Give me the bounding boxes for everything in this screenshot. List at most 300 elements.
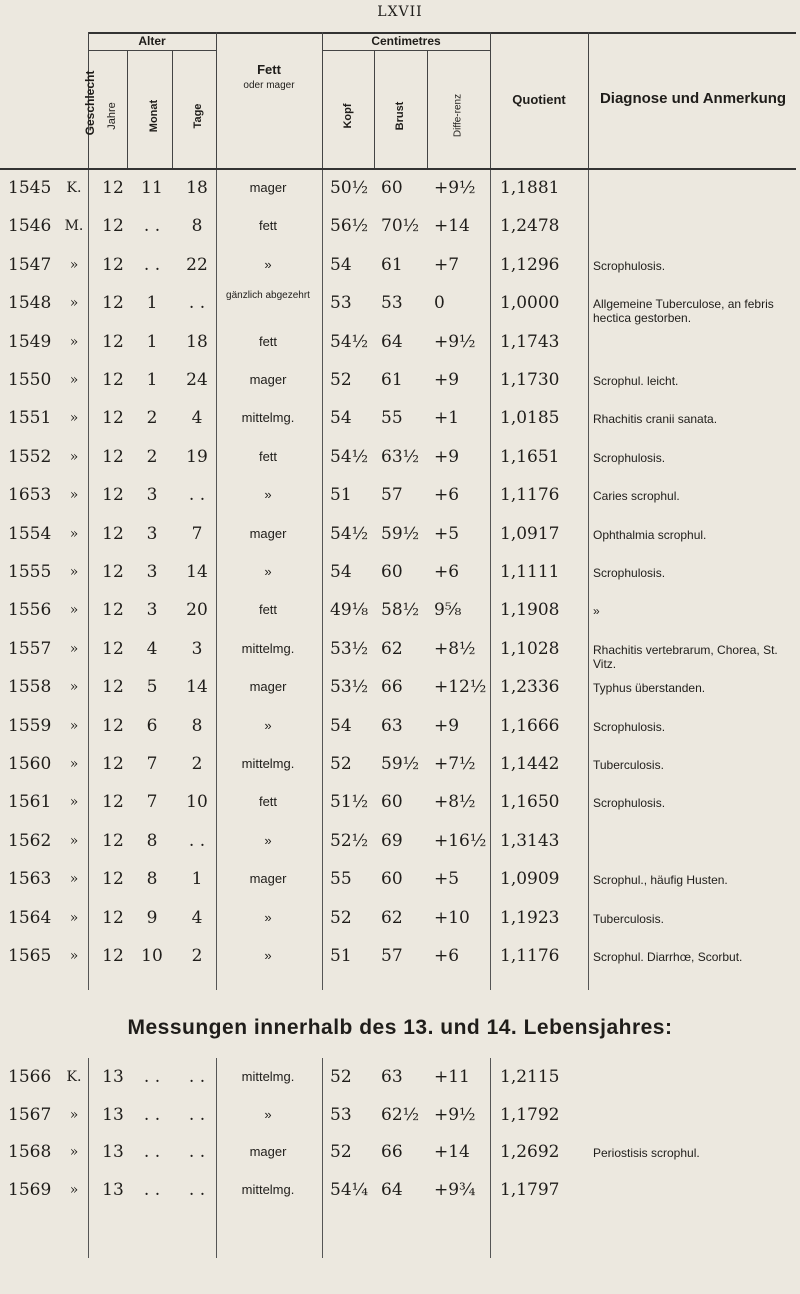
diagnosis: Scrophulosis. xyxy=(593,258,666,273)
difference: +12½ xyxy=(434,677,487,698)
nutrition-state: mittelmg. xyxy=(241,1069,295,1084)
difference: +5 xyxy=(434,869,460,890)
difference: +1 xyxy=(434,408,460,429)
case-number: 1546 xyxy=(8,216,52,237)
chest-circumference: 70½ xyxy=(381,216,420,237)
case-number: 1566 xyxy=(8,1067,52,1087)
chest-circumference: 57 xyxy=(381,485,403,506)
table-row xyxy=(0,1104,800,1140)
case-number: 1562 xyxy=(8,830,52,851)
difference: +14 xyxy=(434,216,470,237)
nutrition-state: mager xyxy=(249,525,287,541)
age-years: 12 xyxy=(102,331,124,352)
age-years: 12 xyxy=(102,869,124,890)
age-months: 1 xyxy=(146,331,158,352)
table-row xyxy=(0,1141,800,1177)
age-days: . . xyxy=(188,293,206,314)
nutrition-state: mittelmg. xyxy=(241,410,295,426)
quotient: 1,1296 xyxy=(500,254,560,275)
nutrition-state: mager xyxy=(249,679,287,695)
head-circumference: 52 xyxy=(330,1067,352,1087)
quotient: 1,0185 xyxy=(500,408,560,429)
header-alter: Alter xyxy=(138,34,166,48)
case-number: 1559 xyxy=(8,715,52,736)
case-number: 1564 xyxy=(8,907,52,928)
case-number: 1563 xyxy=(8,869,52,890)
difference: +6 xyxy=(434,485,460,506)
age-days: 2 xyxy=(191,946,203,966)
age-days: 4 xyxy=(191,907,203,928)
chest-circumference: 66 xyxy=(381,677,403,698)
case-number: 1555 xyxy=(8,562,52,582)
chest-circumference: 62½ xyxy=(381,1104,420,1125)
header-centimetres: Centimetres xyxy=(371,34,441,48)
chest-circumference: 63 xyxy=(381,1067,403,1087)
nutrition-state: mittelmg. xyxy=(241,756,295,771)
head-circumference: 54½ xyxy=(330,523,369,544)
head-circumference: 53 xyxy=(330,293,352,314)
head-circumference: 51 xyxy=(330,946,352,966)
age-years: 12 xyxy=(102,446,124,467)
diagnosis: Caries scrophul. xyxy=(593,489,680,504)
header-bottom-rule xyxy=(0,168,796,170)
sex: » xyxy=(69,794,79,811)
chest-circumference: 61 xyxy=(381,370,403,390)
head-circumference: 52 xyxy=(330,907,352,928)
diagnosis: » xyxy=(593,604,600,619)
age-months: . . xyxy=(143,216,161,237)
diagnosis: Scrophul. leicht. xyxy=(593,374,679,388)
table-row xyxy=(0,484,800,520)
age-months: 2 xyxy=(146,408,158,429)
head-circumference: 52 xyxy=(330,1142,352,1162)
table-row xyxy=(0,561,800,597)
nutrition-state: » xyxy=(264,832,272,848)
age-months: 11 xyxy=(141,178,163,198)
table-row xyxy=(0,215,800,251)
chest-circumference: 55 xyxy=(381,408,403,429)
chest-circumference: 60 xyxy=(381,178,403,198)
sex: » xyxy=(69,525,79,542)
header-geschlecht: Geschlecht xyxy=(83,70,97,136)
case-number: 1569 xyxy=(8,1179,52,1200)
diagnosis: Scrophul., häufig Husten. xyxy=(593,873,728,888)
table-row xyxy=(0,407,800,443)
head-circumference: 51 xyxy=(330,485,352,506)
case-number: 1653 xyxy=(8,485,52,506)
diagnosis: Tuberculosis. xyxy=(593,758,664,772)
chest-circumference: 62 xyxy=(381,638,403,659)
age-months: 4 xyxy=(146,638,158,659)
quotient: 1,1650 xyxy=(500,792,560,813)
age-years: 12 xyxy=(102,754,124,774)
age-years: 12 xyxy=(102,830,124,851)
table-row xyxy=(0,599,800,635)
chest-circumference: 59½ xyxy=(381,523,420,544)
header-subrule xyxy=(88,50,216,51)
sex: » xyxy=(69,1106,79,1123)
age-months: 3 xyxy=(146,485,158,506)
age-years: 12 xyxy=(102,907,124,928)
head-circumference: 55 xyxy=(330,869,352,890)
head-circumference: 50½ xyxy=(330,178,369,198)
difference: +9 xyxy=(434,446,460,467)
nutrition-state: fett xyxy=(258,448,278,464)
diagnosis: Allgemeine Tuberculose, an febris hectica gestorben. xyxy=(593,297,774,326)
age-years: 12 xyxy=(102,792,124,813)
sex: » xyxy=(69,256,79,273)
header-divider xyxy=(127,50,128,168)
age-years: 12 xyxy=(102,523,124,544)
head-circumference: 54 xyxy=(330,254,352,275)
difference: +9½ xyxy=(434,331,476,352)
age-days: . . xyxy=(188,1104,206,1125)
age-days: 3 xyxy=(191,638,203,659)
nutrition-state: » xyxy=(264,948,272,963)
quotient: 1,1797 xyxy=(500,1179,560,1200)
chest-circumference: 63 xyxy=(381,715,403,736)
head-circumference: 53½ xyxy=(330,677,369,698)
quotient: 1,0000 xyxy=(500,293,560,314)
difference: 9⅝ xyxy=(434,600,462,621)
case-number: 1547 xyxy=(8,254,52,275)
nutrition-state: fett xyxy=(258,794,278,810)
case-number: 1554 xyxy=(8,523,52,544)
age-days: 18 xyxy=(186,331,208,352)
header-brust: Brust xyxy=(394,101,406,131)
section-title: Messungen innerhalb des 13. und 14. Lebensjahres: xyxy=(127,1016,673,1039)
age-days: 18 xyxy=(186,178,208,198)
table-row xyxy=(0,177,800,213)
difference: +7 xyxy=(434,254,460,275)
difference: +9½ xyxy=(434,1104,476,1125)
table-row xyxy=(0,791,800,827)
sex: » xyxy=(69,1144,79,1160)
difference: +9½ xyxy=(434,178,476,198)
sex: » xyxy=(69,871,79,888)
head-circumference: 54½ xyxy=(330,331,369,352)
chest-circumference: 64 xyxy=(381,331,403,352)
nutrition-state: mittelmg. xyxy=(241,640,295,656)
chest-circumference: 69 xyxy=(381,830,403,851)
difference: +6 xyxy=(434,946,460,966)
age-days: 2 xyxy=(191,754,203,774)
sex: » xyxy=(69,410,79,427)
chest-circumference: 61 xyxy=(381,254,403,275)
case-number: 1568 xyxy=(8,1142,52,1162)
age-days: 24 xyxy=(186,370,208,390)
case-number: 1551 xyxy=(8,408,52,429)
age-months: . . xyxy=(143,1067,161,1087)
table-header xyxy=(0,10,800,170)
age-months: . . xyxy=(143,1179,161,1200)
sex: » xyxy=(69,448,79,465)
header-divider xyxy=(374,50,375,168)
quotient: 1,1881 xyxy=(500,178,560,198)
quotient: 1,1442 xyxy=(500,754,560,774)
age-days: 8 xyxy=(191,216,203,237)
age-days: . . xyxy=(188,1067,206,1087)
difference: +11 xyxy=(434,1067,470,1087)
table-row xyxy=(0,830,800,866)
head-circumference: 51½ xyxy=(330,792,369,813)
age-years: 13 xyxy=(102,1067,124,1087)
quotient: 1,1651 xyxy=(500,446,560,467)
difference: +9¾ xyxy=(434,1179,476,1200)
quotient: 1,1792 xyxy=(500,1104,560,1125)
age-years: 13 xyxy=(102,1142,124,1162)
difference: +7½ xyxy=(434,754,476,774)
diagnosis: Rhachitis cranii sanata. xyxy=(593,412,718,427)
age-days: 19 xyxy=(186,446,208,467)
quotient: 1,1111 xyxy=(500,562,560,582)
sex: » xyxy=(69,717,79,734)
diagnosis: Periostisis scrophul. xyxy=(593,1146,700,1160)
head-circumference: 52 xyxy=(330,370,352,390)
head-circumference: 54 xyxy=(330,562,352,582)
head-circumference: 54 xyxy=(330,715,352,736)
table-row xyxy=(0,369,800,405)
age-years: 12 xyxy=(102,216,124,237)
quotient: 1,0909 xyxy=(500,869,560,890)
age-months: 7 xyxy=(146,754,158,774)
head-circumference: 56½ xyxy=(330,216,369,237)
header-kopf: Kopf xyxy=(342,103,354,129)
chest-circumference: 64 xyxy=(381,1179,403,1200)
age-years: 12 xyxy=(102,600,124,621)
age-years: 12 xyxy=(102,370,124,390)
age-years: 12 xyxy=(102,485,124,506)
diagnosis: Scrophulosis. xyxy=(593,566,666,580)
chest-circumference: 58½ xyxy=(381,600,420,621)
age-days: 22 xyxy=(186,254,208,275)
table-row xyxy=(0,907,800,943)
age-months: 1 xyxy=(146,370,158,390)
sex: » xyxy=(69,948,79,964)
age-months: . . xyxy=(143,254,161,275)
head-circumference: 54½ xyxy=(330,446,369,467)
sex: K. xyxy=(66,180,82,196)
nutrition-state: fett xyxy=(258,218,278,234)
age-years: 13 xyxy=(102,1179,124,1200)
age-months: 9 xyxy=(146,907,158,928)
quotient: 1,1176 xyxy=(500,485,560,506)
sex: » xyxy=(69,1181,79,1198)
sex: M. xyxy=(64,218,84,235)
difference: +8½ xyxy=(434,638,476,659)
header-quotient: Quotient xyxy=(512,92,566,107)
sex: » xyxy=(69,832,79,849)
difference: 0 xyxy=(434,293,445,314)
difference: +9 xyxy=(434,715,460,736)
table-row xyxy=(0,292,800,328)
sex: » xyxy=(69,909,79,926)
age-months: 7 xyxy=(146,792,158,813)
quotient: 1,1923 xyxy=(500,907,560,928)
sex: » xyxy=(69,679,79,696)
head-circumference: 54 xyxy=(330,408,352,429)
nutrition-state: mager xyxy=(249,1144,287,1159)
nutrition-state: mager xyxy=(249,372,287,387)
header-fett: Fett xyxy=(257,62,281,77)
header-fett-sub: oder mager xyxy=(243,80,295,91)
age-years: 12 xyxy=(102,178,124,198)
chest-circumference: 53 xyxy=(381,293,403,314)
quotient: 1,2692 xyxy=(500,1142,560,1162)
diagnosis: Typhus überstanden. xyxy=(593,681,706,696)
difference: +16½ xyxy=(434,830,487,851)
table-row xyxy=(0,868,800,904)
sex: » xyxy=(69,333,79,350)
nutrition-state: » xyxy=(264,564,272,579)
header-subrule xyxy=(322,50,490,51)
difference: +14 xyxy=(434,1142,470,1162)
age-years: 12 xyxy=(102,946,124,966)
diagnosis: Scrophulosis. xyxy=(593,719,666,734)
difference: +9 xyxy=(434,370,460,390)
age-months: 10 xyxy=(141,946,163,966)
page-number: LXVII xyxy=(377,4,423,20)
header-differenz: Diffe-renz xyxy=(452,93,464,138)
quotient: 1,0917 xyxy=(500,523,560,544)
head-circumference: 53 xyxy=(330,1104,352,1125)
age-years: 12 xyxy=(102,254,124,275)
age-days: . . xyxy=(188,485,206,506)
head-circumference: 49⅛ xyxy=(330,600,369,621)
sex: K. xyxy=(66,1069,82,1085)
quotient: 1,1908 xyxy=(500,600,560,621)
age-days: 8 xyxy=(191,715,203,736)
sex: » xyxy=(69,295,79,312)
age-days: 4 xyxy=(191,408,203,429)
case-number: 1550 xyxy=(8,370,52,390)
age-days: 14 xyxy=(186,562,208,582)
difference: +5 xyxy=(434,523,460,544)
age-months: . . xyxy=(143,1104,161,1125)
head-circumference: 52½ xyxy=(330,830,369,851)
age-days: . . xyxy=(188,830,206,851)
chest-circumference: 59½ xyxy=(381,754,420,774)
nutrition-state: » xyxy=(264,256,272,272)
age-months: 8 xyxy=(146,869,158,890)
age-days: 10 xyxy=(186,792,208,813)
table-row xyxy=(0,715,800,751)
nutrition-state: fett xyxy=(258,602,278,618)
table-row xyxy=(0,753,800,789)
sex: » xyxy=(69,487,79,504)
quotient: 1,1176 xyxy=(500,946,560,966)
nutrition-state: » xyxy=(264,1106,272,1122)
table-row xyxy=(0,331,800,367)
age-months: 5 xyxy=(146,677,158,698)
nutrition-state: mager xyxy=(249,180,287,195)
table-row xyxy=(0,523,800,559)
case-number: 1565 xyxy=(8,946,52,966)
age-days: . . xyxy=(188,1179,206,1200)
age-days: 1 xyxy=(191,869,203,890)
case-number: 1552 xyxy=(8,446,52,467)
case-number: 1545 xyxy=(8,178,52,198)
header-divider xyxy=(427,50,428,168)
chest-circumference: 63½ xyxy=(381,446,420,467)
nutrition-state: mittelmg. xyxy=(241,1181,295,1197)
sex: » xyxy=(69,564,79,580)
header-divider xyxy=(172,50,173,168)
table-row xyxy=(0,446,800,482)
diagnosis: Rhachitis vertebrarum, Chorea, St. Vitz. xyxy=(593,642,778,671)
header-diagnose: Diagnose und Anmerkung xyxy=(599,90,787,107)
quotient: 1,1743 xyxy=(500,331,560,352)
diagnosis: Scrophulosis. xyxy=(593,450,666,465)
nutrition-state: » xyxy=(264,909,272,925)
diagnosis: Scrophulosis. xyxy=(593,796,666,811)
quotient: 1,2478 xyxy=(500,216,560,237)
chest-circumference: 60 xyxy=(381,869,403,890)
header-divider xyxy=(216,32,217,168)
age-days: . . xyxy=(188,1142,206,1162)
diagnosis: Ophthalmia scrophul. xyxy=(593,527,707,542)
case-number: 1560 xyxy=(8,754,52,774)
nutrition-state: gänzlich abgezehrt xyxy=(226,290,310,302)
age-months: 8 xyxy=(146,830,158,851)
table-row xyxy=(0,1066,800,1102)
age-months: 3 xyxy=(146,600,158,621)
head-circumference: 54¼ xyxy=(330,1179,369,1200)
chest-circumference: 62 xyxy=(381,907,403,928)
diagnosis: Scrophul. Diarrhœ, Scorbut. xyxy=(593,950,743,964)
case-number: 1549 xyxy=(8,331,52,352)
age-years: 12 xyxy=(102,293,124,314)
age-months: . . xyxy=(143,1142,161,1162)
case-number: 1556 xyxy=(8,600,52,621)
table-row xyxy=(0,638,800,674)
quotient: 1,2336 xyxy=(500,677,560,698)
head-circumference: 52 xyxy=(330,754,352,774)
chest-circumference: 60 xyxy=(381,562,403,582)
quotient: 1,1666 xyxy=(500,715,560,736)
header-monat: Monat xyxy=(148,99,160,133)
age-months: 1 xyxy=(146,293,158,314)
case-number: 1558 xyxy=(8,677,52,698)
diagnosis: Tuberculosis. xyxy=(593,911,664,926)
difference: +8½ xyxy=(434,792,476,813)
age-days: 20 xyxy=(186,600,208,621)
quotient: 1,2115 xyxy=(500,1067,560,1087)
age-days: 14 xyxy=(186,677,208,698)
age-years: 12 xyxy=(102,677,124,698)
table-row xyxy=(0,1179,800,1215)
age-months: 6 xyxy=(146,715,158,736)
case-number: 1561 xyxy=(8,792,52,813)
age-years: 12 xyxy=(102,562,124,582)
quotient: 1,1730 xyxy=(500,370,560,390)
age-years: 12 xyxy=(102,638,124,659)
header-jahre: Jahre xyxy=(106,102,118,130)
case-number: 1557 xyxy=(8,638,52,659)
nutrition-state: » xyxy=(264,487,272,503)
age-months: 3 xyxy=(146,523,158,544)
age-years: 13 xyxy=(102,1104,124,1125)
chest-circumference: 60 xyxy=(381,792,403,813)
age-years: 12 xyxy=(102,408,124,429)
quotient: 1,3143 xyxy=(500,830,560,851)
table-row xyxy=(0,254,800,290)
age-days: 7 xyxy=(191,523,203,544)
nutrition-state: » xyxy=(264,717,272,733)
sex: » xyxy=(69,640,79,657)
table-row xyxy=(0,945,800,981)
difference: +10 xyxy=(434,907,470,928)
